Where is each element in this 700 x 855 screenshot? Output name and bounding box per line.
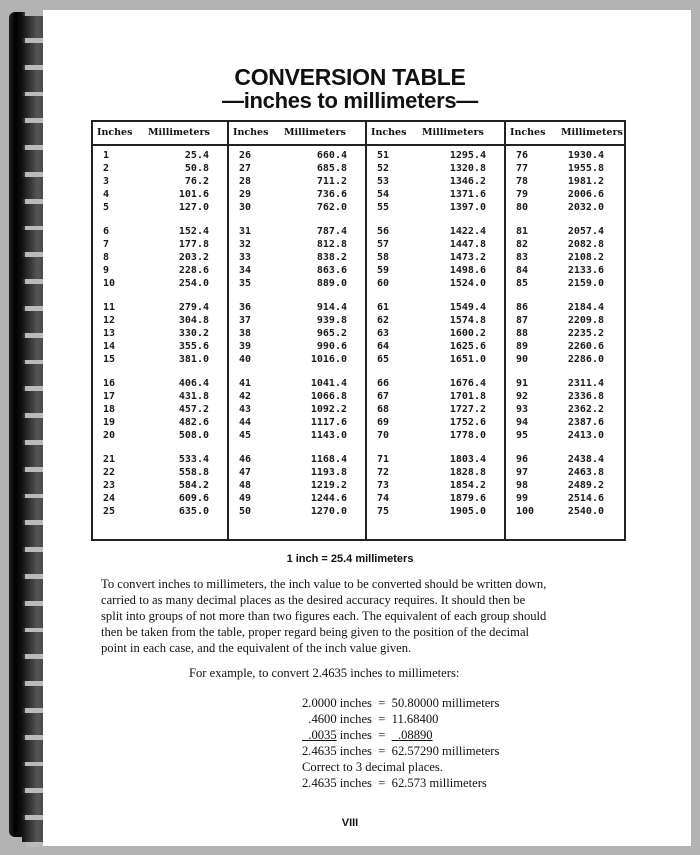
cell-millimeters: 2108.2 <box>567 252 604 263</box>
cell-inches: 14 <box>103 341 116 352</box>
cell-inches: 28 <box>239 176 252 187</box>
cell-millimeters: 1397.0 <box>449 202 486 213</box>
cell-millimeters: 1727.2 <box>449 404 486 415</box>
cell-inches: 38 <box>239 328 252 339</box>
cell-millimeters: 355.6 <box>178 341 209 352</box>
cell-inches: 31 <box>239 226 252 237</box>
cell-millimeters: 431.8 <box>178 391 209 402</box>
cell-inches: 22 <box>103 467 116 478</box>
cell-inches: 61 <box>377 302 390 313</box>
cell-inches: 99 <box>516 493 529 504</box>
header-millimeters: Millimeters <box>561 127 623 138</box>
cell-millimeters: 482.6 <box>178 417 209 428</box>
header-millimeters: Millimeters <box>148 127 210 138</box>
cell-inches: 81 <box>516 226 529 237</box>
instructions-paragraph <box>101 576 641 656</box>
cell-inches: 20 <box>103 430 116 441</box>
cell-inches: 68 <box>377 404 390 415</box>
cell-inches: 73 <box>377 480 390 491</box>
cell-inches: 32 <box>239 239 252 250</box>
cell-millimeters: 127.0 <box>178 202 209 213</box>
cell-millimeters: 508.0 <box>178 430 209 441</box>
cell-millimeters: 787.4 <box>316 226 347 237</box>
cell-millimeters: 1981.2 <box>567 176 604 187</box>
cell-millimeters: 1498.6 <box>449 265 486 276</box>
header-inches: Inches <box>97 127 133 138</box>
cell-millimeters: 1701.8 <box>449 391 486 402</box>
cell-inches: 87 <box>516 315 529 326</box>
calc-line <box>302 727 499 743</box>
cell-inches: 92 <box>516 391 529 402</box>
calc-inches-underlined <box>302 728 337 742</box>
cell-inches: 70 <box>377 430 390 441</box>
cell-millimeters: 1549.4 <box>449 302 486 313</box>
conversion-table <box>91 120 626 541</box>
cell-millimeters: 203.2 <box>178 252 209 263</box>
cell-millimeters: 1778.0 <box>449 430 486 441</box>
cell-inches: 53 <box>377 176 390 187</box>
cell-inches: 33 <box>239 252 252 263</box>
cell-inches: 88 <box>516 328 529 339</box>
calc-rest: inches = 11.68400 <box>336 712 439 726</box>
cell-millimeters: 838.2 <box>316 252 347 263</box>
cell-inches: 58 <box>377 252 390 263</box>
cell-inches: 18 <box>103 404 116 415</box>
cell-millimeters: 1574.8 <box>449 315 486 326</box>
cell-inches: 37 <box>239 315 252 326</box>
cell-millimeters: 1066.8 <box>310 391 347 402</box>
cell-inches: 36 <box>239 302 252 313</box>
cell-inches: 54 <box>377 189 390 200</box>
cell-inches: 74 <box>377 493 390 504</box>
cell-inches: 21 <box>103 454 116 465</box>
cell-millimeters: 1371.6 <box>449 189 486 200</box>
cell-inches: 3 <box>103 176 110 187</box>
cell-millimeters: 2463.8 <box>567 467 604 478</box>
cell-inches: 89 <box>516 341 529 352</box>
cell-inches: 30 <box>239 202 252 213</box>
cell-inches: 42 <box>239 391 252 402</box>
calc-mid: inches = <box>336 728 392 742</box>
cell-inches: 40 <box>239 354 252 365</box>
cell-millimeters: 1346.2 <box>449 176 486 187</box>
calc-line <box>302 711 499 727</box>
cell-inches: 65 <box>377 354 390 365</box>
paragraph-line: carried to as many decimal places as the desired accuracy requires. It should then be <box>101 593 526 607</box>
cell-millimeters: 990.6 <box>316 341 347 352</box>
cell-millimeters: 2489.2 <box>567 480 604 491</box>
cell-inches: 57 <box>377 239 390 250</box>
cell-millimeters: 558.8 <box>178 467 209 478</box>
cell-millimeters: 1524.0 <box>449 278 486 289</box>
cell-inches: 1 <box>103 150 110 161</box>
cell-millimeters: 76.2 <box>184 176 209 187</box>
cell-inches: 75 <box>377 506 390 517</box>
cell-millimeters: 2540.0 <box>567 506 604 517</box>
cell-inches: 71 <box>377 454 390 465</box>
cell-inches: 77 <box>516 163 529 174</box>
cell-inches: 90 <box>516 354 529 365</box>
cell-inches: 72 <box>377 467 390 478</box>
cell-inches: 50 <box>239 506 252 517</box>
cell-inches: 62 <box>377 315 390 326</box>
cell-millimeters: 1930.4 <box>567 150 604 161</box>
cell-inches: 44 <box>239 417 252 428</box>
cell-millimeters: 889.0 <box>316 278 347 289</box>
cell-inches: 19 <box>103 417 116 428</box>
cell-millimeters: 1600.2 <box>449 328 486 339</box>
cell-millimeters: 1447.8 <box>449 239 486 250</box>
cell-millimeters: 2006.6 <box>567 189 604 200</box>
cell-millimeters: 863.6 <box>316 265 347 276</box>
cell-millimeters: 965.2 <box>316 328 347 339</box>
calc-line: 2.4635 inches = 62.573 millimeters <box>302 776 487 790</box>
cell-millimeters: 2514.6 <box>567 493 604 504</box>
cell-inches: 55 <box>377 202 390 213</box>
cell-millimeters: 1244.6 <box>310 493 347 504</box>
cell-millimeters: 1219.2 <box>310 480 347 491</box>
cell-inches: 23 <box>103 480 116 491</box>
cell-inches: 4 <box>103 189 110 200</box>
cell-inches: 49 <box>239 493 252 504</box>
cell-millimeters: 1651.0 <box>449 354 486 365</box>
cell-millimeters: 2133.6 <box>567 265 604 276</box>
cell-inches: 15 <box>103 354 116 365</box>
cell-inches: 5 <box>103 202 110 213</box>
cell-inches: 7 <box>103 239 110 250</box>
cell-millimeters: 1752.6 <box>449 417 486 428</box>
cell-millimeters: 254.0 <box>178 278 209 289</box>
cell-inches: 47 <box>239 467 252 478</box>
cell-millimeters: 1625.6 <box>449 341 486 352</box>
cell-inches: 13 <box>103 328 116 339</box>
cell-inches: 2 <box>103 163 110 174</box>
cell-inches: 59 <box>377 265 390 276</box>
cell-inches: 67 <box>377 391 390 402</box>
page-title: CONVERSION TABLE <box>234 64 466 90</box>
cell-inches: 78 <box>516 176 529 187</box>
cell-millimeters: 330.2 <box>178 328 209 339</box>
cell-millimeters: 2387.6 <box>567 417 604 428</box>
conversion-factor-caption: 1 inch = 25.4 millimeters <box>286 553 414 565</box>
cell-inches: 17 <box>103 391 116 402</box>
cell-millimeters: 2235.2 <box>567 328 604 339</box>
cell-millimeters: 1270.0 <box>310 506 347 517</box>
header-millimeters: Millimeters <box>284 127 346 138</box>
cell-millimeters: 685.8 <box>316 163 347 174</box>
cell-inches: 69 <box>377 417 390 428</box>
cell-millimeters: 1828.8 <box>449 467 486 478</box>
cell-millimeters: 2362.2 <box>567 404 604 415</box>
cell-inches: 60 <box>377 278 390 289</box>
cell-inches: 63 <box>377 328 390 339</box>
paragraph-line: point in each case, and the equivalent of the inch value given. <box>101 641 412 655</box>
table-header-row <box>93 122 624 146</box>
cell-millimeters: 2438.4 <box>567 454 604 465</box>
cell-millimeters: 609.6 <box>178 493 209 504</box>
cell-millimeters: 914.4 <box>316 302 347 313</box>
cell-millimeters: 1168.4 <box>310 454 347 465</box>
cell-millimeters: 2209.8 <box>567 315 604 326</box>
cell-millimeters: 1854.2 <box>449 480 486 491</box>
calc-line: 2.0000 inches = 50.80000 millimeters <box>302 696 500 710</box>
paragraph-line: then be taken from the table, proper regard being given to the position of the decimal <box>101 625 530 639</box>
cell-inches: 39 <box>239 341 252 352</box>
cell-millimeters: 381.0 <box>178 354 209 365</box>
cell-inches: 56 <box>377 226 390 237</box>
cell-inches: 76 <box>516 150 529 161</box>
cell-millimeters: 228.6 <box>178 265 209 276</box>
cell-inches: 16 <box>103 378 116 389</box>
cell-inches: 91 <box>516 378 529 389</box>
cell-inches: 24 <box>103 493 116 504</box>
cell-inches: 46 <box>239 454 252 465</box>
cell-millimeters: 711.2 <box>316 176 347 187</box>
cell-inches: 100 <box>516 506 535 517</box>
cell-millimeters: 660.4 <box>316 150 347 161</box>
cell-inches: 83 <box>516 252 529 263</box>
cell-millimeters: 2311.4 <box>567 378 604 389</box>
page-number: VIII <box>341 817 359 829</box>
cell-inches: 10 <box>103 278 116 289</box>
cell-millimeters: 101.6 <box>178 189 209 200</box>
cell-inches: 29 <box>239 189 252 200</box>
cell-millimeters: 2159.0 <box>567 278 604 289</box>
cell-inches: 9 <box>103 265 110 276</box>
calc-inches: .4600 <box>308 712 337 726</box>
paragraph-line: To convert inches to millimeters, the inch value to be converted should be written down, <box>101 577 547 591</box>
cell-inches: 41 <box>239 378 252 389</box>
cell-millimeters: 939.8 <box>316 315 347 326</box>
cell-inches: 86 <box>516 302 529 313</box>
cell-millimeters: 1422.4 <box>449 226 486 237</box>
calc-inches: .0035 <box>308 728 337 742</box>
cell-millimeters: 762.0 <box>316 202 347 213</box>
cell-millimeters: 812.8 <box>316 239 347 250</box>
header-millimeters: Millimeters <box>422 127 484 138</box>
calc-line: 2.4635 inches = 62.57290 millimeters <box>302 744 500 758</box>
cell-millimeters: 1016.0 <box>310 354 347 365</box>
cell-inches: 35 <box>239 278 252 289</box>
cell-millimeters: 1193.8 <box>310 467 347 478</box>
page-subtitle: —inches to millimeters— <box>222 88 478 113</box>
cell-millimeters: 304.8 <box>178 315 209 326</box>
cell-millimeters: 2336.8 <box>567 391 604 402</box>
cell-millimeters: 1092.2 <box>310 404 347 415</box>
cell-millimeters: 1879.6 <box>449 493 486 504</box>
cell-millimeters: 2286.0 <box>567 354 604 365</box>
cell-inches: 43 <box>239 404 252 415</box>
cell-inches: 52 <box>377 163 390 174</box>
cell-millimeters: 50.8 <box>184 163 209 174</box>
cell-millimeters: 1295.4 <box>449 150 486 161</box>
cell-inches: 85 <box>516 278 529 289</box>
header-inches: Inches <box>233 127 269 138</box>
cell-millimeters: 1143.0 <box>310 430 347 441</box>
cell-inches: 25 <box>103 506 116 517</box>
cell-inches: 6 <box>103 226 110 237</box>
cell-millimeters: 1117.6 <box>310 417 347 428</box>
calc-line: Correct to 3 decimal places. <box>302 760 443 774</box>
cell-inches: 82 <box>516 239 529 250</box>
cell-millimeters: 152.4 <box>178 226 209 237</box>
cell-inches: 64 <box>377 341 390 352</box>
header-inches: Inches <box>371 127 407 138</box>
cell-inches: 84 <box>516 265 529 276</box>
cell-millimeters: 2184.4 <box>567 302 604 313</box>
cell-inches: 97 <box>516 467 529 478</box>
cell-millimeters: 1905.0 <box>449 506 486 517</box>
cell-inches: 26 <box>239 150 252 161</box>
cell-millimeters: 25.4 <box>184 150 209 161</box>
cell-millimeters: 584.2 <box>178 480 209 491</box>
cell-millimeters: 1320.8 <box>449 163 486 174</box>
cell-millimeters: 1041.4 <box>310 378 347 389</box>
cell-inches: 11 <box>103 302 116 313</box>
cell-inches: 12 <box>103 315 116 326</box>
cell-inches: 93 <box>516 404 529 415</box>
cell-millimeters: 2032.0 <box>567 202 604 213</box>
cell-inches: 95 <box>516 430 529 441</box>
cell-millimeters: 2082.8 <box>567 239 604 250</box>
cell-millimeters: 279.4 <box>178 302 209 313</box>
cell-inches: 8 <box>103 252 110 263</box>
cell-millimeters: 1803.4 <box>449 454 486 465</box>
cell-millimeters: 406.4 <box>178 378 209 389</box>
cell-inches: 48 <box>239 480 252 491</box>
cell-inches: 66 <box>377 378 390 389</box>
cell-inches: 45 <box>239 430 252 441</box>
cell-millimeters: 1473.2 <box>449 252 486 263</box>
cell-millimeters: 2413.0 <box>567 430 604 441</box>
example-calculation <box>302 695 499 791</box>
paragraph-line: split into groups of not more than two figures each. The equivalent of each group should <box>101 609 547 623</box>
cell-inches: 98 <box>516 480 529 491</box>
cell-inches: 94 <box>516 417 529 428</box>
cell-millimeters: 457.2 <box>178 404 209 415</box>
cell-inches: 96 <box>516 454 529 465</box>
header-inches: Inches <box>510 127 546 138</box>
cell-inches: 27 <box>239 163 252 174</box>
cell-millimeters: 533.4 <box>178 454 209 465</box>
cell-millimeters: 1676.4 <box>449 378 486 389</box>
cell-millimeters: 2260.6 <box>567 341 604 352</box>
cell-millimeters: 635.0 <box>178 506 209 517</box>
cell-millimeters: 177.8 <box>178 239 209 250</box>
cell-millimeters: 1955.8 <box>567 163 604 174</box>
example-intro: For example, to convert 2.4635 inches to millimeters: <box>189 666 460 680</box>
cell-inches: 80 <box>516 202 529 213</box>
cell-inches: 34 <box>239 265 252 276</box>
cell-inches: 51 <box>377 150 390 161</box>
cell-millimeters: 2057.4 <box>567 226 604 237</box>
calc-mm-underlined: .08890 <box>391 728 433 742</box>
cell-inches: 79 <box>516 189 529 200</box>
cell-millimeters: 736.6 <box>316 189 347 200</box>
